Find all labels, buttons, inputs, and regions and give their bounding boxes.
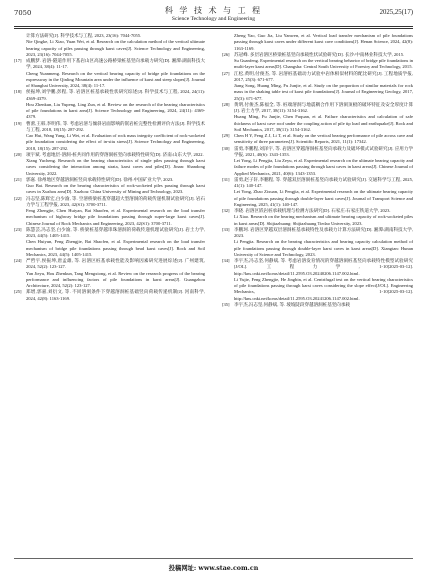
reference-entry	[222, 83, 413, 102]
reference-text: 陈慧芸,冯志坚,白少渝, 等. 桥梁桩基穿越串珠溶洞的荷载传递机理试验研究[J]. 岩土力学, 2023, 44(5): 1405-1415.	[26, 226, 205, 238]
reference-entry	[222, 33, 413, 52]
reference-entry	[14, 208, 205, 227]
reference-number: [26]	[222, 51, 230, 57]
reference-entry	[222, 102, 413, 115]
reference-text: 李宇杰,冯志坚,何静斌, 等. 考虑岩溶发育情况的穿越溶洞桩基竖向承载特性模型试验研究[J/OL]. 工程力学, 1-10[2025-03-12]. http://kns.cnki.net/kcms/detail/11.2595.O3.20240206.1147.002.html.	[234, 258, 413, 276]
reference-number: [32]	[222, 208, 230, 213]
reference-entry	[222, 239, 413, 258]
reference-number: [34]	[222, 258, 230, 263]
reference-text: 严哲宇,侯振坤,唐孟雄, 等. 岩溶区桩基承载性能及影响因素研究进展综述[J]. 广州建筑, 2024, 52(2): 123-127.	[26, 258, 205, 270]
reference-number	[222, 239, 234, 258]
reference-text: 李晓. 岩溶区嵌岩桩承载机理与检测方法研究[D]. 石家庄:石家庄铁道大学, 2023.	[234, 208, 391, 213]
reference-entry	[14, 239, 205, 258]
reference-number: [20]	[14, 151, 22, 157]
reference-text: Li Pengjia. Research on the bearing characteristics and bearing capacity calculation method of pile foundations passing through double-layer karst caves in karst areas[D]. Xiangtan: Hunan University of Science and Technology, 2023.	[234, 239, 413, 257]
reference-entry	[14, 121, 205, 134]
reference-entry	[14, 227, 205, 240]
reference-text: Chen H Y, Feng Z J, Li T, et al. Study on the vertical bearing performance of pile across cave and sensitivity of three parameters[J]. Scientific Reports, 2021, 11(1): 17342.	[234, 133, 413, 145]
reference-number	[14, 133, 26, 152]
reference-number: [31]	[222, 176, 230, 182]
references-right-column	[222, 33, 413, 555]
reference-text: 雷勇,赵子轩,李鹏程, 等. 穿越双层溶洞桩基竖向承载力试验研究[J]. 交通科学与工程, 2025, 41(1): 140-147.	[234, 176, 413, 188]
submission-url-footer: 投稿网址: www.stae.com.cn	[168, 565, 259, 572]
reference-text: Feng Zhengjie, Chen Huiyan, Bai Shaofen, et al. Experimental research on the load transfer mechanism of highway bridge pile foundations passing through super-large karst caves[J]. Chinese Journal of Rock Mechanics and Engineering, 2023, 42(S1): 3700-3711.	[26, 208, 205, 226]
reference-number	[222, 277, 234, 302]
reference-text: 雷勇,李鹏程,刘泽宇, 等. 岩溶区穿越溶洞桩基竖向承载力及破坏模式试验研究[J]. 应用力学学报, 2021, 40(6): 1343-1353.	[234, 145, 413, 157]
reference-entry	[222, 58, 413, 71]
reference-entry	[222, 71, 413, 84]
reference-number	[222, 83, 234, 102]
reference-number	[222, 33, 234, 52]
reference-number: [19]	[14, 120, 22, 126]
reference-text: 曹蕾,王韩,李明伟, 等. 考虑岩溶与倾斜岩面影响的嵌岩桩完整性检测评价方法[J]. 科学技术与工程, 2018, 18(15): 287-292.	[26, 120, 205, 132]
reference-text: Su Guanfeng. Experimental research on the vertical bearing behavior of bridge pile foundations in multi-layer karst areas[D]. Changsha: Central South University of Forestry and Technology, 2015.	[234, 58, 413, 70]
reference-entry	[14, 289, 205, 302]
reference-text: Huang Ming, Fu Junjie, Chen Fuquan, et al. Failure characteristics and calculation of safe thickness of karst cave roof under the coupling action of pile tip load and earthquake[J]. Rock and Soil Mechanics, 2017, 38(11): 3154-3162.	[234, 114, 413, 132]
reference-number	[222, 58, 234, 71]
reference-number: [27]	[222, 70, 230, 76]
reference-entry	[14, 271, 205, 290]
reference-text: Chen Huiyun, Feng Zhengjie, Bai Shaofen, et al. Experimental research on the load transfer mechanism of bridge pile foundations passing through bead karst caves[J]. Rock and Soil Mechanics, 2023, 44(5): 1405-1415.	[26, 239, 205, 257]
footer-rule	[14, 558, 413, 559]
reference-entry	[222, 114, 413, 133]
reference-text: 李宇杰,冯志坚,何静斌, 等. 坡坡陡段穿越溶洞桩基竖向承载	[234, 301, 350, 307]
reference-text: 侯振坤,刘学鹏,彭程, 等. 岩溶区桩基承载性状研究综述[J]. 科学技术与工程, 2024, 24(11): 4369-4379.	[26, 89, 205, 101]
reference-entry	[222, 258, 413, 277]
reference-number	[222, 158, 234, 177]
reference-entry	[14, 183, 205, 196]
reference-text: 项宇斌. 考虑地层-溶洞-桩共同作用的穿溶洞桩竖向承载特性研究[D]. 济南:山东大学, 2022.	[26, 151, 204, 157]
reference-text: 李鹏珂. 岩溶区穿越双层溶洞桩基承载特性及承载力计算方法研究[D]. 湘潭:湖南科技大学, 2023.	[234, 226, 413, 238]
reference-text: Hou Zhenkun, Liu Yupeng, Ling Zun, et al. Review on the research of the bearing characteristics of pile foundations in karst area[J]. Science Technology and Engineering, 2024, 24(11): 4369-4379.	[26, 101, 205, 120]
reference-entry	[14, 258, 205, 271]
reference-entry	[222, 189, 413, 208]
reference-text: 成鹏梦. 岩溶-隧道作用下基岩山区高速公路桥梁桩基竖向承载力研究[D]. 湘潭:湖南科技大学, 2024, 38(4): 11-17.	[26, 58, 205, 70]
reference-text: Li Xiao. Research on the bearing mechanism and ultimate bearing capacity of rock-socketed piles in karst areas[D]. Shijiazhuang: Shijiazhuang Tiedao University, 2023.	[234, 214, 413, 226]
reference-number: [35]	[222, 301, 230, 307]
reference-number: [29]	[222, 133, 230, 138]
reference-entry	[222, 302, 413, 308]
reference-entry	[14, 102, 205, 121]
reference-number	[14, 158, 26, 177]
reference-text: Cao Hui, Wang Yang, Li Wei, et al. Evaluation of rock mass integrity coefficient of rock-socketed pile foundation considering the effect of in-situ stress[J]. Science Technology and Engineering, 2018, 18(15): 287-292.	[26, 133, 205, 151]
reference-entry	[222, 214, 413, 227]
reference-text: Xiang Yucheng. Research on the bearing characteristics of single piles passing through karst caves considering the interaction among strata, karst caves and piles[D]. Jinan: Shandong University, 2022.	[26, 158, 205, 176]
reference-number	[222, 189, 234, 208]
journal-title-cn: 科 学 技 术 与 工 程	[164, 6, 263, 15]
reference-text: Jiang Song, Huang Ming, Fu Junjie, et al. Study on the proportion of similar materials for rock mass in the shaking table test of karst pile foundations[J]. Journal of Engineering Geology, 2017, 25(3): 671-677.	[234, 83, 413, 101]
reference-text: Li Yujie, Feng Zhengjie, He Jingbin, et al. Centrifugal test on the vertical bearing characteristics of pile foundations passing through karst caves considering the slope effect[J/OL]. Engineering Mechanics, 1-10[2025-03-12]. http://kns.cnki.net/kcms/detail/11.2595.O3.20241206.1147.002.html.	[234, 276, 413, 301]
reference-text: Yan Jieyu, Hou Zhenkun, Tang Mengxiong, et al. Review on the research progress of the bearing performance and influencing factors of pile foundations in karst areas[J]. Guangzhou Architecture, 2024, 52(2): 123-127.	[26, 270, 205, 288]
reference-entry	[222, 133, 413, 146]
reference-text: 郭嘉. 徐州地区穿越溶洞桩竖向承载特性研究[D]. 徐州:中国矿业大学, 2023.	[26, 176, 174, 182]
reference-number	[14, 39, 26, 58]
reference-number: [23]	[14, 226, 22, 232]
reference-number: [21]	[14, 176, 22, 182]
reference-text: 冯志坚,陈辉宏,白少渝, 等. 空溶桥梁桩基穿越超大型溶洞的荷载传递机制试验研究[J]. 岩石力学与工程学报, 2023, 42(S1): 3700-3711.	[26, 195, 205, 207]
reference-text: Zheng Yao, Guo Jia, Liu Yanwen, et al. Vertical load transfer mechanism of pile foundations passing through karst caves under different karst cave conditions[J]. Henan Science, 2024, 42(8): 1163-1169.	[234, 33, 413, 51]
reference-text: 郑增,郭嘉,刘衍文, 等. 不同溶洞条件下穿越溶洞桩基础竖向荷载传递机制[J]. 河南科学, 2024, 42(8): 1163-1169.	[26, 289, 205, 301]
reference-number	[14, 239, 26, 258]
journal-title-en: Science Technology and Engineering	[171, 16, 256, 22]
reference-entry	[14, 71, 205, 90]
reference-number	[14, 208, 26, 227]
reference-number	[14, 102, 26, 121]
issue-date: 2025,25(17)	[379, 9, 413, 16]
page-number: 7050	[14, 9, 32, 17]
reference-number: [25]	[14, 289, 22, 295]
reference-text: Nie Qingke, Li Xiao, Yuan Wei, et al. Research on the calculation method of the vertical ultimate bearing capacity of piles passing through karst caves[J]. Science Technology and Engineering, 2023, 23(16): 7044-7055.	[26, 39, 205, 57]
references-left-column	[14, 33, 205, 555]
header-rule	[14, 26, 413, 27]
reference-number: [28]	[222, 101, 230, 107]
reference-text: Lei Yong, Zhao Zixuan, Li Pengjia, et al. Experimental research on the ultimate bearing capacity of pile foundations passing through double-layer karst caves[J]. Journal of Transport Science and Engineering, 2025, 41(1): 140-147.	[234, 189, 413, 207]
reference-text: Lei Yong, Li Pengjia, Liu Zeyu, et al. Experimental research on the ultimate bearing capacity and failure modes of pile foundations passing through karst caves in karst areas[J]. Chinese Journal of Applied Mechanics, 2021, 40(6): 1343-1353.	[234, 158, 413, 176]
reference-entry	[14, 58, 205, 71]
reference-entry	[14, 39, 205, 58]
reference-text: Guo Bai. Research on the bearing characteristics of rock-socketed piles passing through karst caves in Xuzhou area[D]. Xuzhou: China University of Mining and Technology, 2023.	[26, 183, 205, 195]
reference-number	[222, 214, 234, 227]
reference-number: [24]	[14, 258, 22, 263]
reference-text: 黄明,付俊杰,陈福全, 等. 桩端溶洞与地震耦合作用下溶洞顶板的破坏特征及安全厚度计算[J]. 岩土力学, 2017, 38(11): 3154-3162.	[234, 101, 413, 113]
reference-entry	[222, 158, 413, 177]
reference-number: [18]	[14, 89, 22, 95]
reference-text: 苏冠峰. 多层岩溶区桥梁桩基竖向承载性状试验研究[D]. 长沙:中南林业科技大学, 2015.	[234, 51, 405, 57]
reference-number	[14, 271, 26, 290]
reference-entry	[14, 133, 205, 152]
reference-number: [17]	[14, 58, 22, 63]
reference-number	[14, 183, 26, 196]
reference-number	[14, 71, 26, 90]
header-rule-thin	[14, 28, 413, 29]
reference-text: 江松,黄明,付俊杰, 等. 岩溶桩基础动力试验中岩体相似材料的配比研究[J]. 工程地质学报, 2017, 25(3): 671-677.	[234, 70, 413, 82]
reference-entry	[222, 146, 413, 159]
reference-number: [30]	[222, 145, 230, 151]
reference-number	[222, 114, 234, 133]
reference-entry	[222, 227, 413, 240]
reference-number: [33]	[222, 226, 230, 232]
reference-entry	[14, 158, 205, 177]
reference-entry	[222, 277, 413, 302]
reference-entry	[14, 89, 205, 102]
reference-text: 计算方法研究[J]. 科学技术与工程, 2023, 23(16): 7044-7055.	[26, 33, 142, 38]
reference-entry	[14, 196, 205, 209]
reference-number: [22]	[14, 195, 22, 201]
reference-entry	[222, 177, 413, 190]
reference-text: Cheng Yuanmeng. Research on the vertical bearing capacity of bridge pile foundations on the expressway in the Qinling Mountain area under the influence of karst and steep slopes[J]. Journal of Shanghai University, 2024, 38(4): 11-17.	[26, 70, 205, 88]
